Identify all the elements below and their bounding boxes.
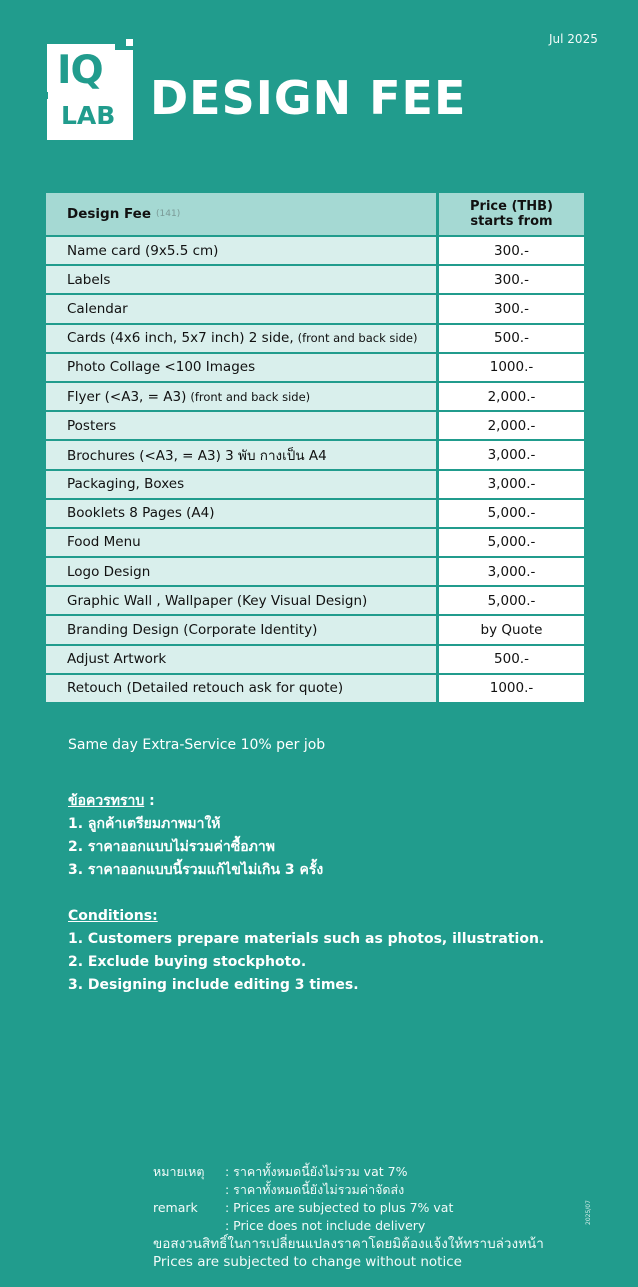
header-service-code: (141) [156, 209, 181, 219]
service-name [46, 354, 439, 381]
table-row [46, 439, 584, 468]
service-price: 5,000.- [439, 587, 584, 614]
remark-line: : ราคาทั้งหมดนี้ยังไม่รวมค่าจัดส่ง [225, 1182, 405, 1197]
table-row [46, 585, 584, 614]
service-name [46, 237, 439, 264]
service-name [46, 500, 439, 527]
thai-notes-heading: ข้อควรทราบ [68, 793, 145, 809]
extra-service-note: Same day Extra-Service 10% per job [68, 737, 326, 753]
service-label: Booklets 8 Pages (A4) [67, 505, 215, 522]
table-row [46, 673, 584, 702]
service-label: Photo Collage <100 Images [67, 359, 256, 376]
document-code: 2025/07 [585, 1200, 592, 1225]
thai-note-item: 3. ราคาออกแบบนี้รวมแก้ไขไม่เกิน 3 ครั้ง [68, 862, 324, 878]
service-name [46, 646, 439, 673]
service-price: 3,000.- [439, 558, 584, 585]
service-name [46, 558, 439, 585]
table-row [46, 469, 584, 498]
table-row [46, 381, 584, 410]
conditions-heading: Conditions: [68, 908, 158, 924]
service-note: (front and back side) [297, 331, 418, 346]
remark-label-th: หมายเหตุ [153, 1164, 205, 1179]
service-name [46, 675, 439, 702]
header-service [46, 193, 439, 235]
service-label: Packaging, Boxes [67, 476, 185, 493]
footer-remarks [153, 1163, 544, 1271]
condition-item: 1. Customers prepare materials such as photos, illustration. [68, 931, 545, 947]
table-row [46, 264, 584, 293]
thai-notes-colon: : [144, 793, 155, 809]
header-price-line2: starts from [470, 214, 553, 229]
service-name [46, 383, 439, 410]
notice-en: Prices are subjected to change without notice [153, 1254, 462, 1270]
service-price: 300.- [439, 237, 584, 264]
service-price: 5,000.- [439, 500, 584, 527]
service-price: 3,000.- [439, 471, 584, 498]
remark-label-en: remark [153, 1200, 198, 1215]
remark-line: : Price does not include delivery [225, 1218, 426, 1233]
service-price: 5,000.- [439, 529, 584, 556]
service-name [46, 325, 439, 352]
table-row [46, 556, 584, 585]
service-name [46, 529, 439, 556]
service-label: Posters [67, 417, 117, 434]
service-name [46, 295, 439, 322]
table-row [46, 498, 584, 527]
condition-item: 3. Designing include editing 3 times. [68, 977, 359, 993]
service-name [46, 587, 439, 614]
service-price: 500.- [439, 646, 584, 673]
logo-text-top: IQ [57, 48, 103, 93]
service-label: Name card (9x5.5 cm) [67, 242, 219, 259]
service-label: Retouch (Detailed retouch ask for quote) [67, 680, 344, 697]
header-price-line1: Price (THB) [470, 199, 553, 214]
service-label: Labels [67, 271, 111, 288]
service-price: 2,000.- [439, 383, 584, 410]
service-name [46, 441, 439, 468]
date-label: Jul 2025 [549, 32, 598, 46]
conditions [68, 905, 544, 997]
table-header [46, 193, 584, 235]
service-label: Graphic Wall , Wallpaper (Key Visual Design) [67, 592, 368, 609]
service-price: 3,000.- [439, 441, 584, 468]
table-row [46, 235, 584, 264]
table-row [46, 352, 584, 381]
table-row [46, 527, 584, 556]
service-label: Adjust Artwork [67, 651, 167, 668]
condition-item: 2. Exclude buying stockphoto. [68, 954, 307, 970]
page-title: DESIGN FEE [150, 71, 467, 125]
header-service-label: Design Fee [67, 206, 151, 222]
notice-th: ขอสงวนสิทธิ์ในการเปลี่ยนแปลงราคาโดยมิต้องแจ้งให้ทราบล่วงหน้า [153, 1236, 544, 1252]
thai-notes [68, 790, 323, 882]
table-row [46, 323, 584, 352]
table-row [46, 410, 584, 439]
service-price: 2,000.- [439, 412, 584, 439]
service-name [46, 616, 439, 643]
service-price: 1000.- [439, 675, 584, 702]
remark-line: : ราคาทั้งหมดนี้ยังไม่รวม vat 7% [225, 1164, 408, 1179]
price-table [46, 193, 584, 702]
logo-text-bottom: LAB [61, 101, 116, 130]
table-row [46, 614, 584, 643]
remark-line: : Prices are subjected to plus 7% vat [225, 1200, 454, 1215]
table-body [46, 235, 584, 702]
service-price: 1000.- [439, 354, 584, 381]
service-label: Food Menu [67, 534, 141, 551]
service-name [46, 266, 439, 293]
service-label: Calendar [67, 300, 128, 317]
service-note: (front and back side) [190, 389, 311, 404]
service-price: 300.- [439, 295, 584, 322]
service-price: by Quote [439, 616, 584, 643]
table-row [46, 644, 584, 673]
thai-note-item: 2. ราคาออกแบบไม่รวมค่าซื้อภาพ [68, 839, 275, 855]
header-price [439, 193, 584, 235]
service-label: Branding Design (Corporate Identity) [67, 622, 318, 639]
service-price: 300.- [439, 266, 584, 293]
service-name [46, 412, 439, 439]
table-row [46, 293, 584, 322]
iq-lab-logo [47, 44, 133, 140]
service-label: Brochures (<A3, = A3) 3 พับ กางเป็น A4 [67, 447, 327, 464]
thai-note-item: 1. ลูกค้าเตรียมภาพมาให้ [68, 816, 221, 832]
service-label: Flyer (<A3, = A3) [67, 388, 187, 405]
service-price: 500.- [439, 325, 584, 352]
service-name [46, 471, 439, 498]
service-label: Logo Design [67, 563, 151, 580]
service-label: Cards (4x6 inch, 5x7 inch) 2 side, [67, 330, 294, 347]
